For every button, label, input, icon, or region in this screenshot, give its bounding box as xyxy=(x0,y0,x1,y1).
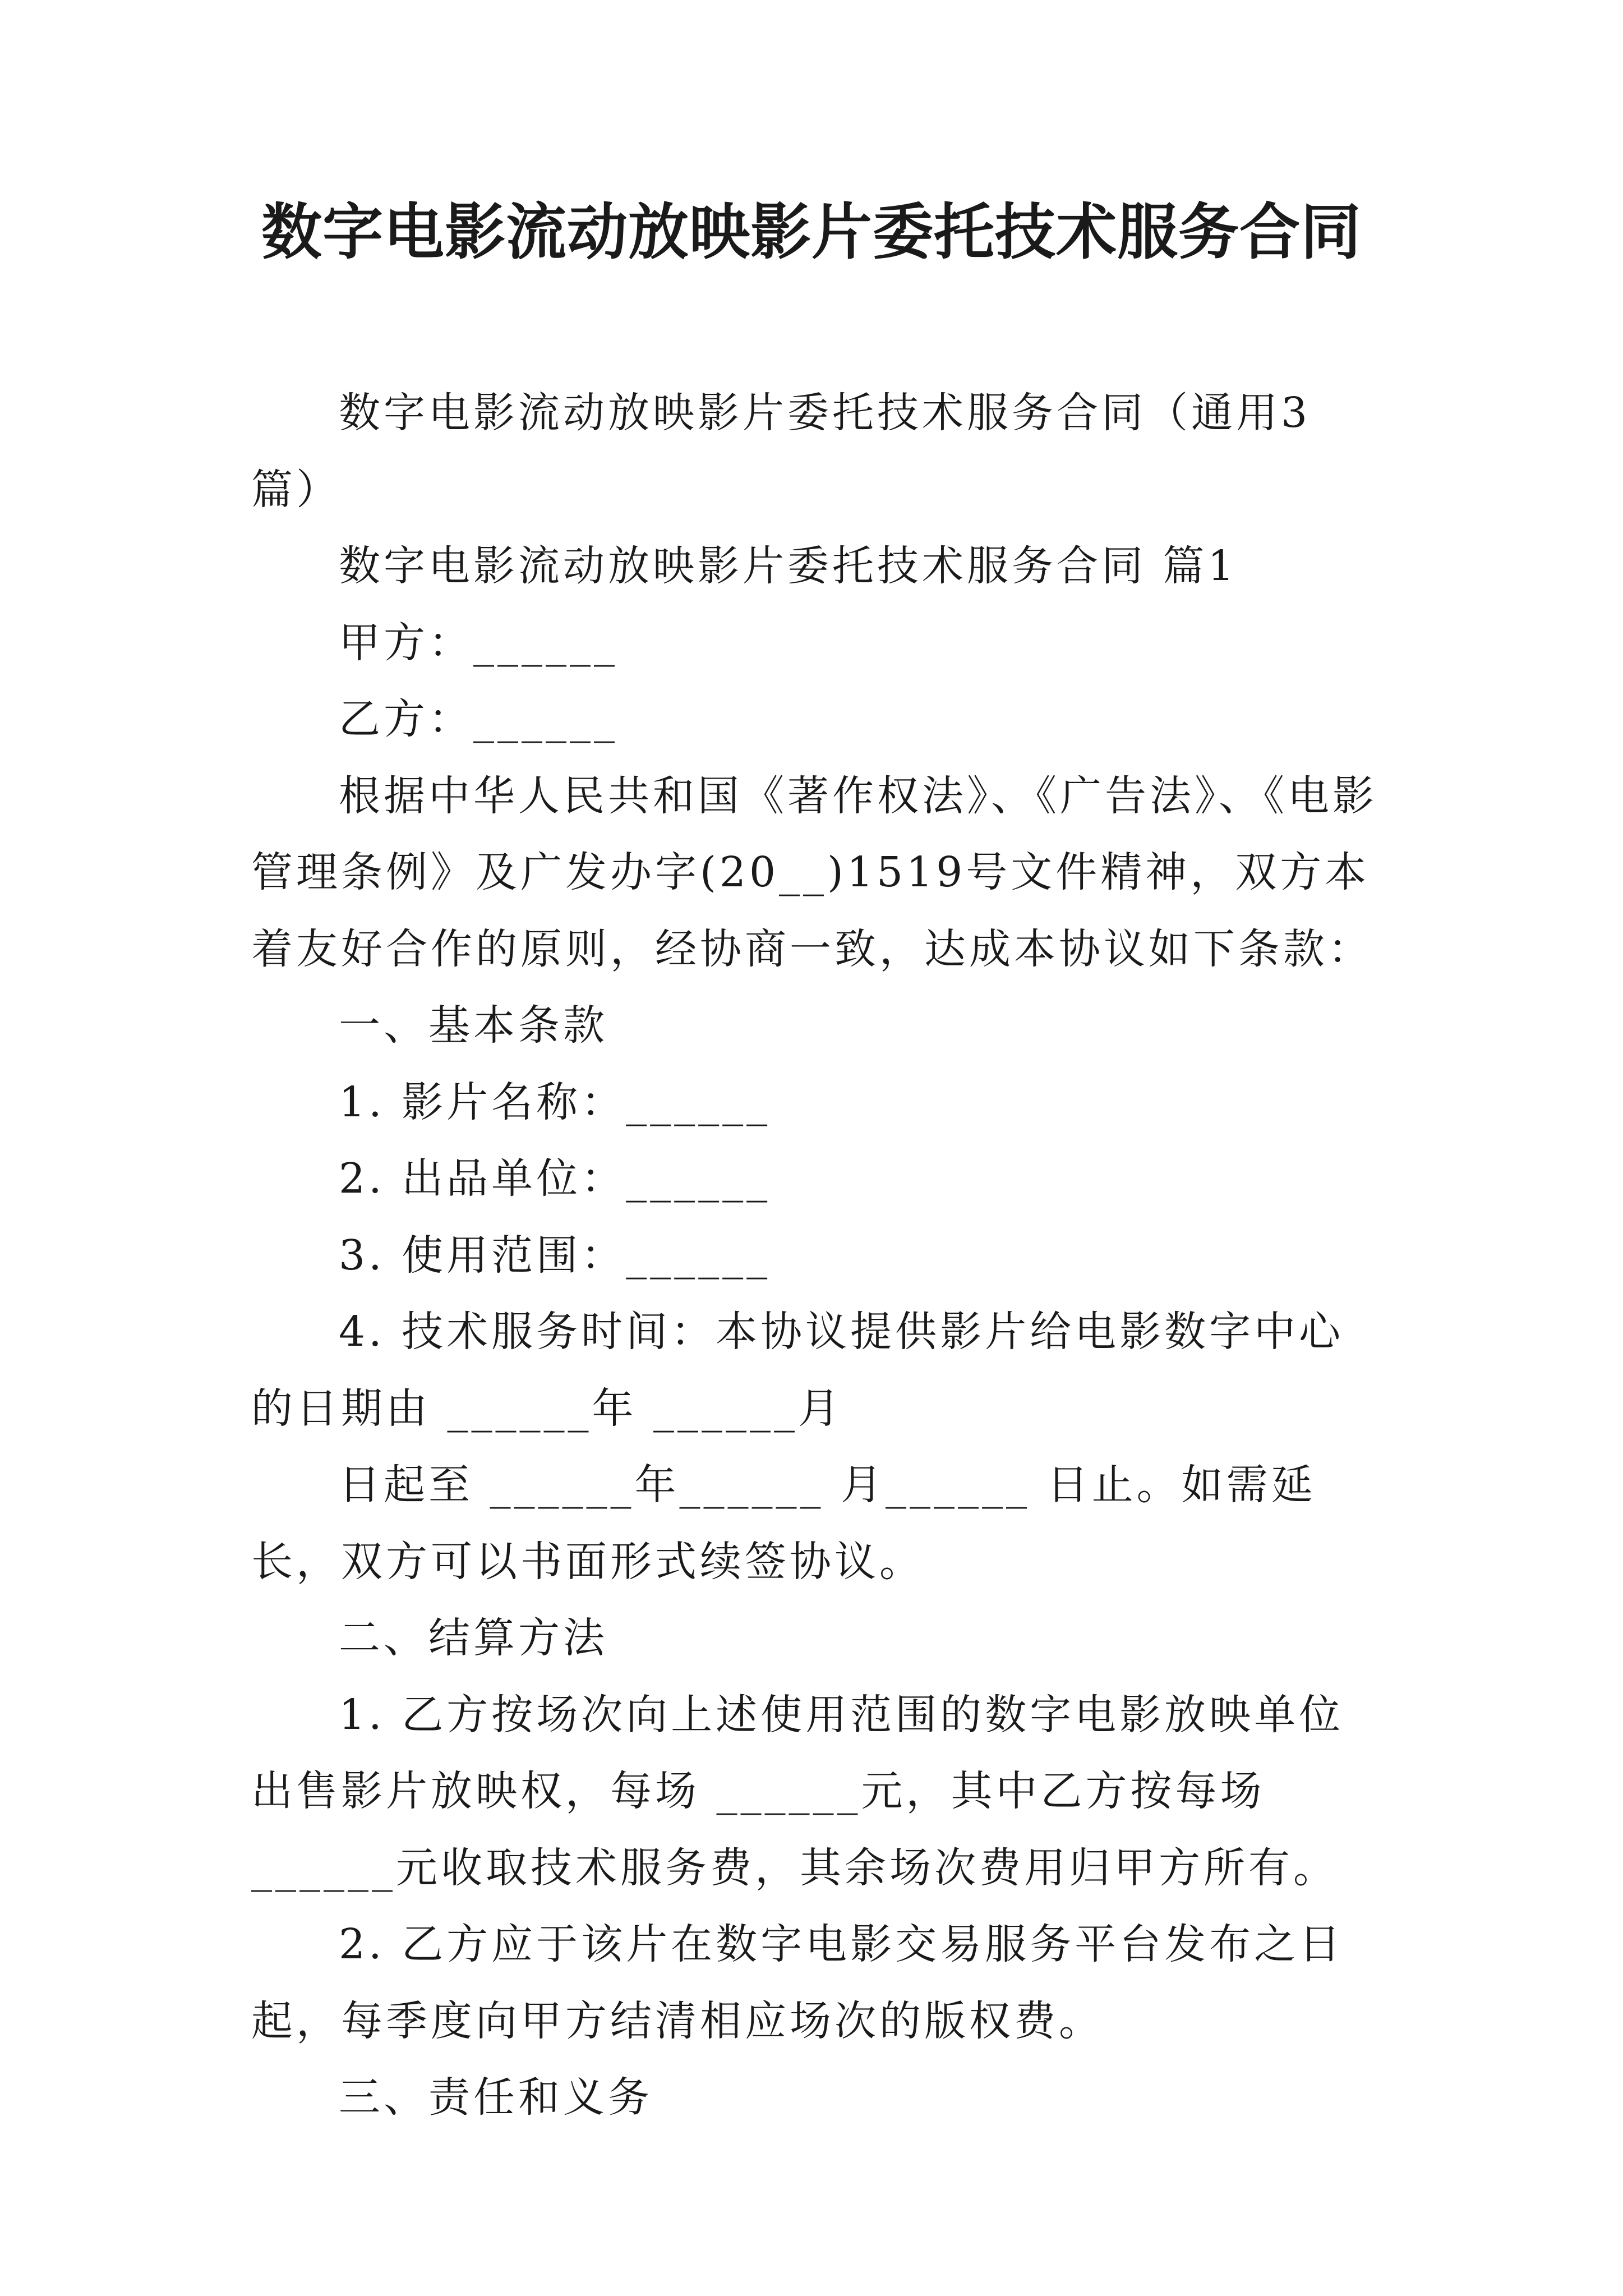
party-b-line: 乙方：______ xyxy=(339,695,618,743)
heading-basic-terms: 一、基本条款 xyxy=(339,1001,608,1050)
section-heading-part-1: 数字电影流动放映影片委托技术服务合同 篇1 xyxy=(339,542,1238,590)
heading-responsibilities: 三、责任和义务 xyxy=(339,2073,653,2122)
settlement-item-2: 2. 乙方应于该片在数字电影交易服务平台发布之日起，每季度向甲方结清相应场次的版权费。 xyxy=(251,1920,1344,2045)
document-body xyxy=(251,375,1378,2136)
item-scope: 3. 使用范围：______ xyxy=(339,1231,771,1280)
item-service-period: 4. 技术服务时间：本协议提供影片给电影数字中心的日期由 ______年 ______月 xyxy=(251,1308,1344,1433)
party-a-line: 甲方：______ xyxy=(339,618,618,667)
heading-settlement: 二、结算方法 xyxy=(339,1614,608,1662)
item-producer: 2. 出品单位：______ xyxy=(339,1154,771,1203)
preamble-paragraph: 根据中华人民共和国《著作权法》、《广告法》、《电影管理条例》及广发办字(20__)1519号文件精神，双方本着友好合作的原则，经协商一致，达成本协议如下条款： xyxy=(251,771,1377,973)
subtitle-line: 数字电影流动放映影片委托技术服务合同（通用3篇） xyxy=(251,389,1311,514)
item-service-period-end: 日起至 ______年______ 月______ 日止。如需延长，双方可以书面形式续签协议。 xyxy=(251,1461,1316,1586)
settlement-item-1: 1. 乙方按场次向上述使用范围的数字电影放映单位出售影片放映权，每场 ______元，其中乙方按每场 ______元收取技术服务费，其余场次费用归甲方所有。 xyxy=(251,1690,1344,1892)
item-film-name: 1. 影片名称：______ xyxy=(339,1078,771,1126)
document-title: 数字电影流动放映影片委托技术服务合同 xyxy=(261,197,1362,268)
